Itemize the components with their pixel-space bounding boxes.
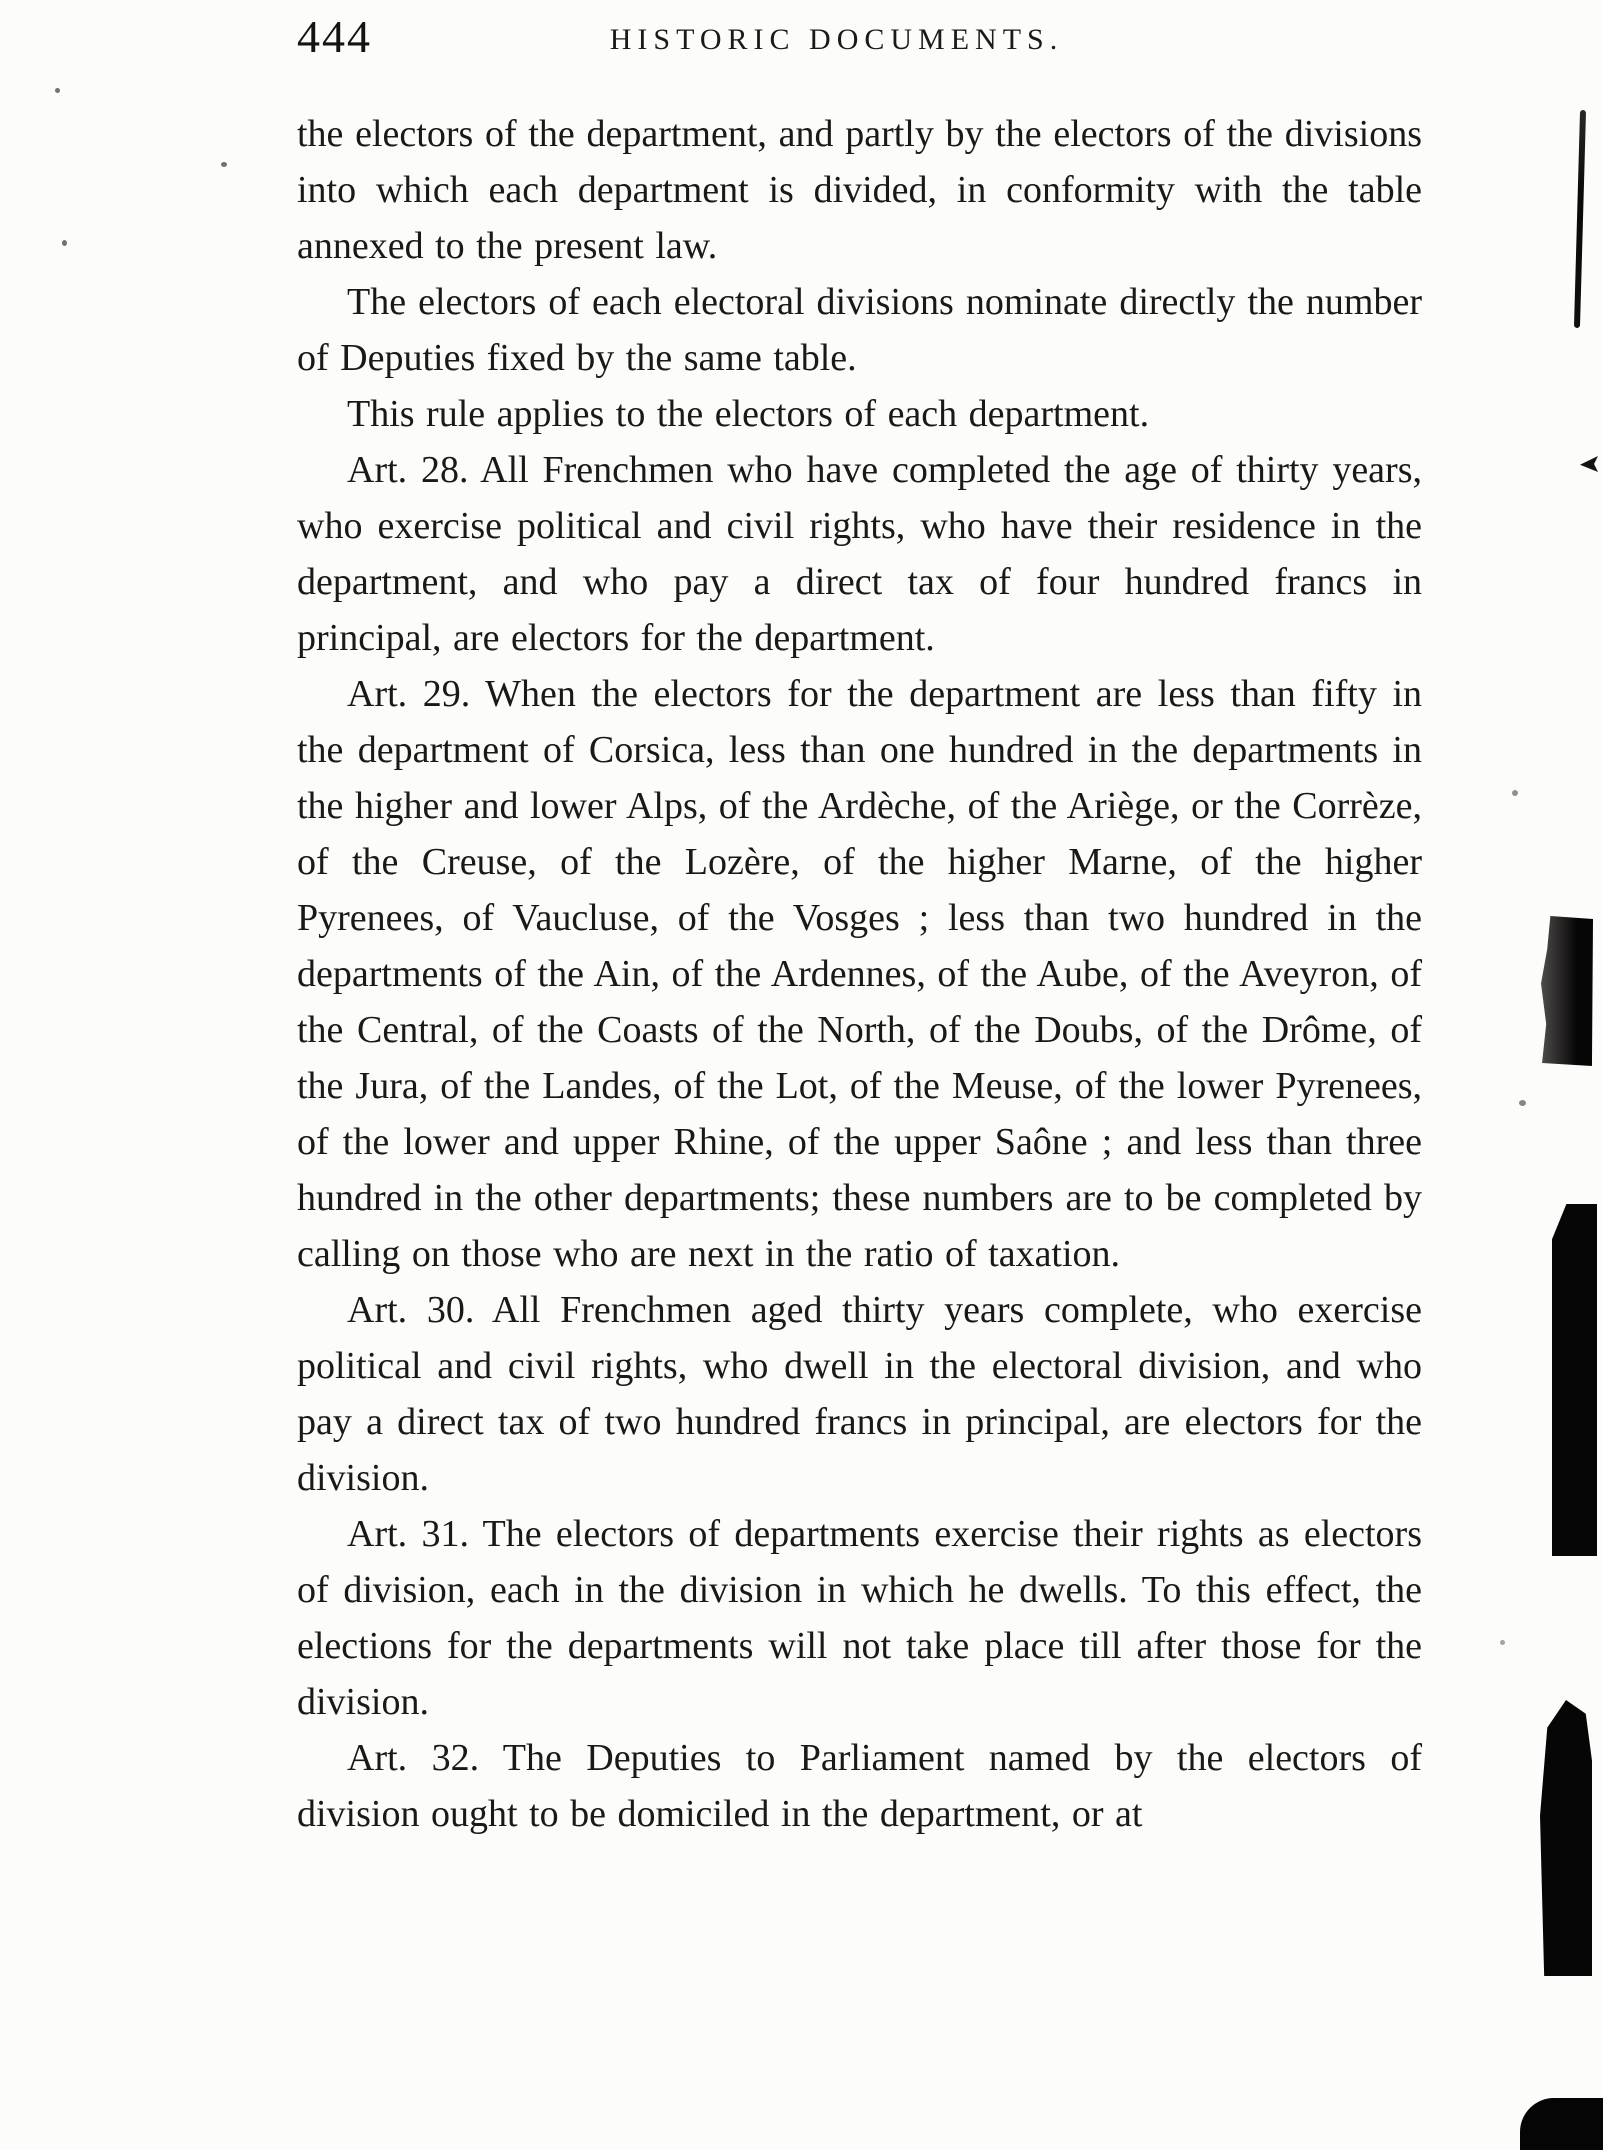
scan-artifact-corner-blot xyxy=(1520,2098,1603,2150)
paragraph: Art. 32. The Deputies to Parliament named by the electors of division ought to be domiciled in the department, or at xyxy=(297,1737,1422,1835)
paragraph: Art. 30. All Frenchmen aged thirty years complete, who exercise political and civil rights, who dwell in the electoral division, and who pay a direct tax of two hundred francs in principal, are electors for the division. xyxy=(297,1289,1422,1499)
running-title: HISTORIC DOCUMENTS. xyxy=(609,23,1064,56)
scan-artifact-black-bar xyxy=(1552,1204,1597,1556)
scan-artifact-black-bar-2 xyxy=(1540,1700,1592,1976)
paragraph: Art. 31. The electors of departments exercise their rights as electors of division, each in the division in which he dwells. To this effect, the elections for the departments will not take place till after those for the division. xyxy=(297,1513,1422,1723)
paragraph: The electors of each electoral divisions nominate directly the number of Deputies fixed by the same table. xyxy=(297,281,1422,379)
paragraph: This rule applies to the electors of each department. xyxy=(347,393,1150,435)
page-number: 444 xyxy=(297,11,372,62)
scan-speck xyxy=(62,240,67,246)
scan-artifact-pen-stroke xyxy=(1574,110,1586,328)
scan-speck xyxy=(221,162,227,167)
paragraph: the electors of the department, and partly by the electors of the divisions into which each department is divided, in conformity with the table annexed to the present law. xyxy=(297,113,1422,267)
body-text xyxy=(297,106,1422,1842)
paragraph: Art. 29. When the electors for the department are less than fifty in the department of Corsica, less than one hundred in the departments in the higher and lower Alps, of the Ardèche, of the Ariège, or the Corrèze, of the Creuse, of the Lozère, of the higher Marne, of the higher Pyrenees, of Vaucluse, of the Vosges ; less than two hundred in the departments of the Ain, of the Ardennes, of the Aube, of the Aveyron, of the Central, of the Coasts of the North, of the Doubs, of the Drôme, of the Jura, of the Landes, of the Lot, of the Meuse, of the lower Pyrenees, of the lower and upper Rhine, of the upper Saône ; and less than three hundred in the other departments; these numbers are to be completed by calling on those who are next in the ratio of taxation. xyxy=(297,673,1422,1275)
paragraph: Art. 28. All Frenchmen who have completed the age of thirty years, who exercise political and civil rights, who have their residence in the department, and who pay a direct tax of four hundred francs in principal, are electors for the department. xyxy=(297,449,1422,659)
scan-speck xyxy=(1512,790,1518,796)
scan-speck xyxy=(1500,1640,1505,1645)
page-header xyxy=(297,10,1422,76)
scan-speck xyxy=(1519,1100,1526,1106)
scan-speck xyxy=(55,88,60,93)
scan-artifact-arrow-mark xyxy=(1580,456,1598,472)
scan-artifact-ink-blob xyxy=(1541,916,1593,1066)
